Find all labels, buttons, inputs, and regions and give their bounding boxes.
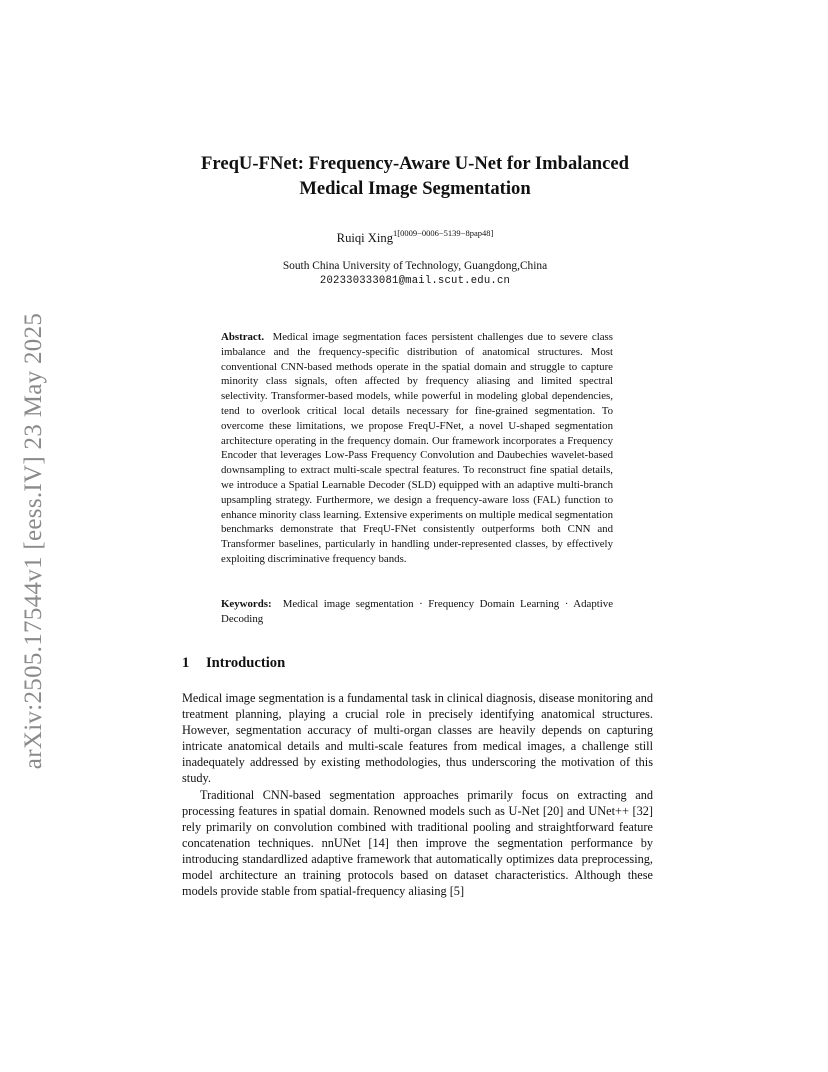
keywords: [221, 597, 613, 627]
arxiv-identifier-text: arXiv:2505.17544v1 [eess.IV] 23 May 2025: [20, 312, 47, 770]
title-line-1: FreqU-FNet: Frequency-Aware U-Net for Imbalanced: [201, 153, 629, 174]
abstract-text: Medical image segmentation faces persistent challenges due to severe class imbalance and the frequency-specific distribution of anatomical structures. Most conventional CNN-based methods operate in the spatial domain and struggle to capture minority class signals, often affected by frequency aliasing and limited spectral selectivity. Transformer-based models, while powerful in modeling global dependencies, tend to overlook critical local details necessary for fine-grained segmentation. To overcome these limitations, we propose FreqU-FNet, a novel U-shaped segmentation architecture operating in the frequency domain. Our framework incorporates a Frequency Encoder that leverages Low-Pass Frequency Convolution and Daubechies wavelet-based downsampling to extract multi-scale spectral features. To reconstruct fine spatial details, we introduce a Spatial Learnable Decoder (SLD) equipped with an adaptive multi-branch upsampling strategy. Furthermore, we design a frequency-aware loss (FAL) function to enhance minority class learning. Extensive experiments on multiple medical segmentation benchmarks demonstrate that FreqU-FNet consistently outperforms both CNN and Transformer baselines, particularly in handling under-represented classes, by effectively exploiting discriminative frequency bands.: [221, 331, 613, 565]
section-title: Introduction: [206, 655, 286, 671]
affiliation: South China University of Technology, Guangdong,China: [282, 260, 548, 272]
abstract: [221, 330, 613, 567]
author-orcid: 1[0009−0006−5139−8pap48]: [393, 228, 494, 238]
author-line: [150, 229, 680, 246]
paper-title: [150, 151, 680, 201]
paragraph-1: Medical image segmentation is a fundamental task in clinical diagnosis, disease monitoring and treatment planning, playing a crucial role in precisely identifying anatomical structures. However, segmentation accuracy of multi-organ classes are heavily depends on capturing intricate anatomical details and multi-scale features from medical images, a challenge still inadequately addressed by existing methodologies, thus underscoring the motivation of this study.: [182, 691, 653, 786]
section-number: 1: [182, 655, 190, 671]
author-name: Ruiqi Xing: [336, 231, 393, 246]
keywords-label: Keywords:: [221, 598, 272, 610]
keywords-text: Medical image segmentation · Frequency Domain Learning · Adaptive Decoding: [221, 598, 614, 625]
title-line-2: Medical Image Segmentation: [299, 178, 531, 199]
paragraph-2: Traditional CNN-based segmentation approaches primarily focus on extracting and processing features in spatial domain. Renowned models such as U-Net [20] and UNet++ [32] rely primarily on convolution combined with traditional pooling and straightforward feature concatenation techniques. nnUNet [14] then improve the segmentation performance by introducing standardlized adaptive framework that automatically optimizes data preprocessing, model architecture an training protocols based on dataset characteristics. Although these models provide stable from spatial-frequency aliasing [5]: [182, 787, 653, 899]
introduction-body: [182, 690, 653, 899]
author-email: 202330333081@mail.scut.edu.cn: [319, 275, 511, 287]
affiliation-block: [150, 259, 680, 289]
section-heading: [182, 655, 285, 672]
abstract-label: Abstract.: [221, 331, 265, 343]
